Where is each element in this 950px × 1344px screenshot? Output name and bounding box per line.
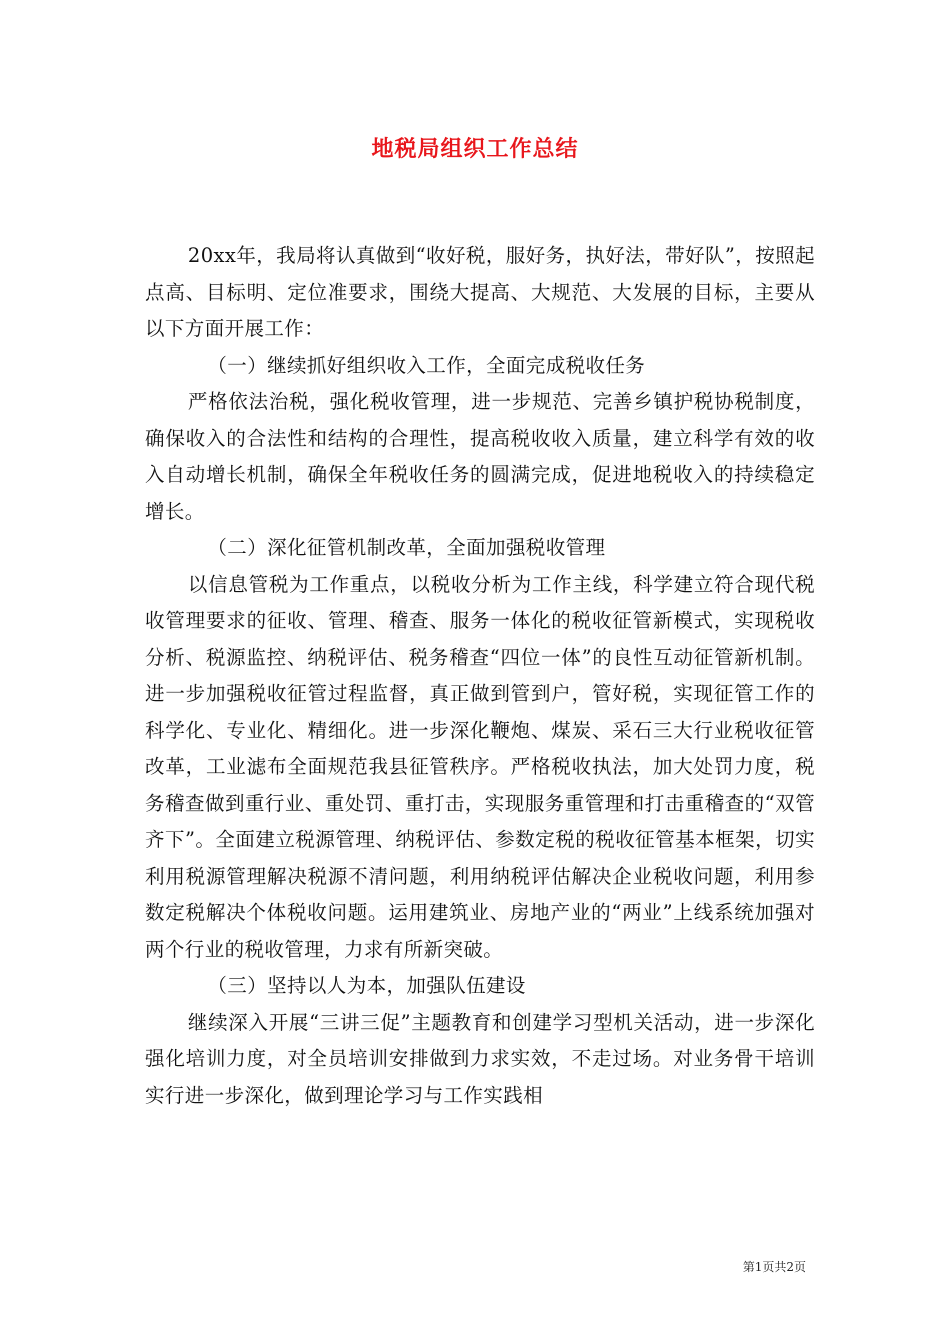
page-number: 第1页共2页 [742,1260,806,1274]
intro-paragraph: 20xx年，我局将认真做到“收好税，服好务，执好法，带好队”，按照起点高、目标明、定位准要求，围绕大提高、大规范、大发展的目标，主要从以下方面开展工作： [145,244,815,340]
section-heading-1: （一）继续抓好组织收入工作，全面完成税收任务 [207,353,646,377]
document-body [145,238,815,1114]
document-title: 地税局组织工作总结 [371,136,579,162]
section-paragraph-2: 以信息管税为工作重点，以税收分析为工作主线，科学建立符合现代税收管理要求的征收、管理、稽查、服务一体化的税收征管新模式，实现税收分析、税源监控、纳税评估、税务稽查“四位一体”的良性互动征管新机制。进一步加强税收征管过程监督，真正做到管到户，管好税，实现征管工作的科学化、专业化、精细化。进一步深化鞭炮、煤炭、采石三大行业税收征管改革，工业滤布全面规范我县征管秩序。严格税收执法，加大处罚力度，税务稽查做到重行业、重处罚、重打击，实现服务重管理和打击重稽查的“双管齐下”。全面建立税源管理、纳税评估、参数定税的税收征管基本框架，切实利用税源管理解决税源不清问题，利用纳税评估解决企业税收问题，利用参数定税解决个体税收问题。运用建筑业、房地产业的“两业”上线系统加强对两个行业的税收管理，力求有所新突破。 [145,572,815,961]
section-paragraph-3: 继续深入开展“三讲三促”主题教育和创建学习型机关活动，进一步深化强化培训力度，对全员培训安排做到力求实效，不走过场。对业务骨干培训实行进一步深化，做到理论学习与工作实践相 [145,1010,815,1107]
section-heading-3: （三）坚持以人为本，加强队伍建设 [207,974,526,997]
section-heading-2: （二）深化征管机制改革，全面加强税收管理 [207,536,606,559]
section-paragraph-1: 严格依法治税，强化税收管理，进一步规范、完善乡镇护税协税制度，确保收入的合法性和结构的合理性，提高税收收入质量，建立科学有效的收入自动增长机制，确保全年税收任务的圆满完成，促进地税收入的持续稳定增长。 [145,390,815,523]
